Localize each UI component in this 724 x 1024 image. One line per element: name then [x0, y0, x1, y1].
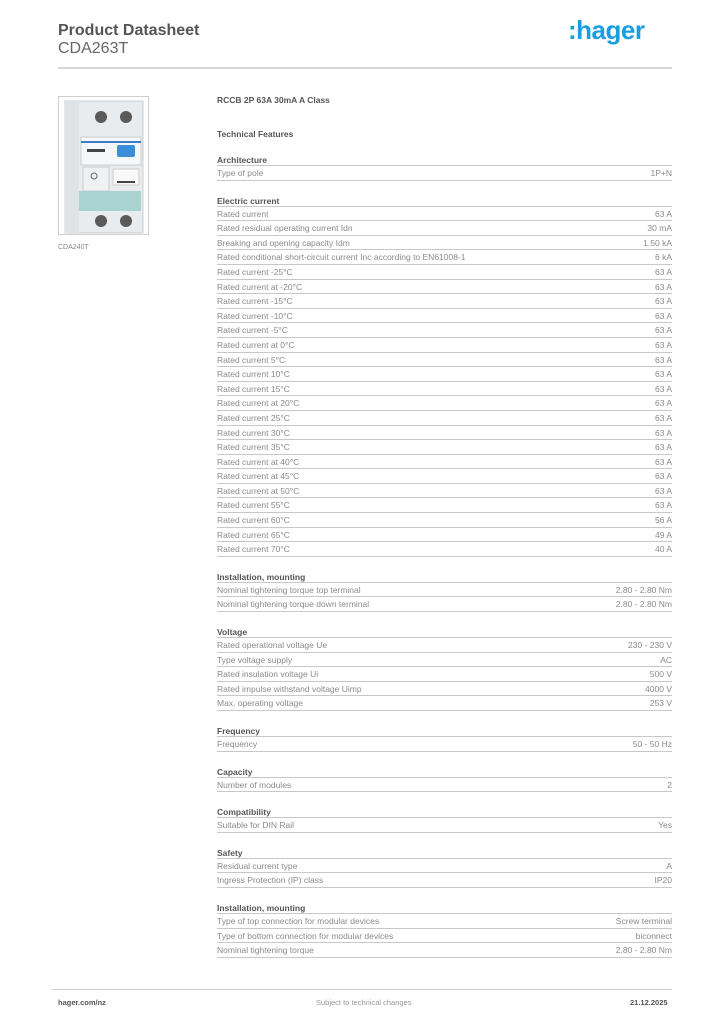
spec-section [217, 766, 672, 793]
spec-row [217, 382, 672, 397]
spec-section [217, 725, 672, 752]
spec-value: 63 A [654, 310, 672, 321]
spec-row [217, 929, 672, 944]
spec-label: Type of pole [217, 168, 264, 178]
spec-row [217, 818, 672, 833]
spec-label: Rated current 5°C [217, 354, 286, 365]
spec-row [217, 309, 672, 324]
spec-label: Frequency [217, 739, 258, 749]
spec-row [217, 873, 672, 888]
spec-label: Nominal tightening torque top terminal [217, 584, 361, 595]
spec-value: 63 A [654, 354, 672, 365]
spec-value: 63 A [654, 412, 672, 423]
spec-row [217, 914, 672, 929]
spec-label: Rated current [217, 208, 269, 219]
spec-section [217, 195, 672, 557]
spec-value: 49 A [654, 529, 672, 540]
spec-row [217, 469, 672, 484]
spec-row [217, 943, 672, 958]
spec-row [217, 696, 672, 711]
spec-label: Rated conditional short-circuit current Inc according to EN61008-1 [217, 252, 466, 263]
spec-label: Rated current at 0°C [217, 339, 295, 350]
spec-label: Rated current 10°C [217, 369, 290, 380]
spec-value: 63 A [654, 485, 672, 496]
spec-label: Rated current -25°C [217, 266, 293, 277]
spec-value: A [666, 860, 672, 871]
spec-value: 63 A [654, 281, 672, 292]
rccb-device-icon [59, 97, 149, 235]
spec-label: Rated insulation voltage Ui [217, 669, 319, 680]
spec-label: Max. operating voltage [217, 698, 303, 709]
spec-value: 63 A [654, 266, 672, 277]
spec-label: Rated current 55°C [217, 500, 290, 511]
spec-value: 2.80 - 2.80 Nm [615, 945, 672, 956]
spec-label: Rated current -10°C [217, 310, 293, 321]
spec-value: AC [660, 654, 672, 665]
section-title: Installation, mounting [217, 902, 672, 914]
spec-value: 63 A [654, 339, 672, 350]
section-title: Capacity [217, 766, 672, 778]
spec-value: 63 A [654, 208, 672, 219]
spec-label: Type of bottom connection for modular devices [217, 930, 394, 941]
spec-label: Number of modules [217, 779, 292, 790]
spec-value: 63 A [654, 325, 672, 336]
spec-row [217, 250, 672, 265]
spec-value: 30 mA [647, 223, 672, 234]
spec-sections [217, 154, 672, 958]
spec-value: 1P+N [650, 168, 672, 178]
spec-row [217, 542, 672, 557]
spec-row [217, 426, 672, 441]
spec-label: Rated impulse withstand voltage Uimp [217, 683, 362, 694]
footer-date: 21.12.2025 [630, 998, 668, 1007]
spec-value: 253 V [649, 698, 672, 709]
hager-logo: :hager [568, 15, 645, 45]
spec-row [217, 294, 672, 309]
section-title: Architecture [217, 154, 672, 166]
header-divider [58, 67, 672, 69]
spec-value: 2 [667, 779, 672, 790]
spec-value: IP20 [654, 875, 672, 886]
spec-row [217, 353, 672, 368]
document-header [58, 22, 199, 58]
spec-row [217, 338, 672, 353]
spec-section [217, 571, 672, 612]
spec-label: Rated current at 45°C [217, 471, 300, 482]
spec-label: Rated current 35°C [217, 442, 290, 453]
spec-row [217, 207, 672, 222]
spec-label: Rated current -5°C [217, 325, 288, 336]
footer-website[interactable]: hager.com/nz [58, 998, 106, 1007]
spec-value: 2.80 - 2.80 Nm [615, 584, 672, 595]
section-title: Compatibility [217, 806, 672, 818]
spec-value: 63 A [654, 296, 672, 307]
spec-value: 63 A [654, 456, 672, 467]
spec-label: Residual current type [217, 860, 298, 871]
spec-row [217, 323, 672, 338]
spec-value: 50 - 50 Hz [632, 739, 672, 749]
spec-row [217, 682, 672, 697]
spec-label: Type of top connection for modular devices [217, 915, 380, 926]
page-title: Product Datasheet [58, 22, 200, 39]
spec-label: Rated current 60°C [217, 515, 290, 526]
product-name: RCCB 2P 63A 30mA A Class [217, 95, 330, 105]
spec-section [217, 154, 672, 181]
spec-row [217, 280, 672, 295]
section-title: Frequency [217, 725, 672, 737]
spec-row [217, 778, 672, 793]
spec-row [217, 638, 672, 653]
spec-value: biconnect [635, 930, 672, 941]
spec-row [217, 528, 672, 543]
spec-label: Rated current 15°C [217, 383, 290, 394]
spec-value: 1.50 kA [643, 237, 672, 248]
spec-section [217, 902, 672, 958]
spec-value: 40 A [654, 544, 672, 555]
section-title: Electric current [217, 195, 672, 207]
spec-value: 63 A [654, 471, 672, 482]
spec-label: Rated current 25°C [217, 412, 290, 423]
spec-row [217, 221, 672, 236]
spec-row [217, 367, 672, 382]
spec-row [217, 455, 672, 470]
spec-label: Nominal tightening torque down terminal [217, 599, 370, 610]
spec-row [217, 498, 672, 513]
spec-label: Ingress Protection (IP) class [217, 875, 324, 886]
spec-value: 63 A [654, 383, 672, 394]
spec-label: Rated current 70°C [217, 544, 290, 555]
footer-disclaimer: Subject to technical changes [316, 998, 412, 1007]
spec-label: Breaking and opening capacity Idm [217, 237, 350, 248]
section-title: Safety [217, 847, 672, 859]
spec-label: Rated current at 20°C [217, 398, 300, 409]
spec-value: 500 V [649, 669, 672, 680]
spec-label: Rated current at -20°C [217, 281, 303, 292]
spec-label: Rated current 65°C [217, 529, 290, 540]
spec-value: 63 A [654, 398, 672, 409]
spec-row [217, 265, 672, 280]
spec-label: Rated operational voltage Ue [217, 640, 328, 651]
spec-value: 230 - 230 V [628, 640, 672, 651]
spec-label: Nominal tightening torque [217, 945, 314, 956]
spec-row [217, 440, 672, 455]
spec-label: Rated current -15°C [217, 296, 293, 307]
spec-value: 63 A [654, 500, 672, 511]
spec-row [217, 737, 672, 752]
spec-row [217, 667, 672, 682]
section-title: Installation, mounting [217, 571, 672, 583]
spec-value: 63 A [654, 369, 672, 380]
spec-value: 63 A [654, 442, 672, 453]
spec-section [217, 847, 672, 888]
spec-label: Suitable for DIN Rail [217, 820, 295, 831]
image-caption: CDA240T [58, 244, 89, 251]
spec-label: Rated residual operating current Idn [217, 223, 353, 234]
spec-section [217, 626, 672, 711]
spec-row [217, 859, 672, 874]
spec-row [217, 484, 672, 499]
specifications [217, 95, 672, 958]
spec-row [217, 236, 672, 251]
spec-value: Yes [658, 820, 672, 831]
spec-row [217, 583, 672, 598]
product-code: CDA263T [58, 40, 129, 57]
spec-value: 6 kA [654, 252, 672, 263]
spec-value: 63 A [654, 427, 672, 438]
spec-row [217, 411, 672, 426]
spec-row [217, 653, 672, 668]
footer-divider [52, 989, 672, 990]
spec-row [217, 396, 672, 411]
spec-label: Rated current at 40°C [217, 456, 300, 467]
spec-section [217, 806, 672, 833]
spec-label: Type voltage supply [217, 654, 293, 665]
spec-value: 56 A [654, 515, 672, 526]
spec-value: 2.80 - 2.80 Nm [615, 599, 672, 610]
product-image [58, 96, 149, 235]
spec-row [217, 513, 672, 528]
spec-label: Rated current at 50°C [217, 485, 300, 496]
technical-features-heading: Technical Features [217, 129, 294, 139]
spec-row [217, 597, 672, 612]
spec-row [217, 166, 672, 181]
spec-value: 4000 V [645, 683, 672, 694]
section-title: Voltage [217, 626, 672, 638]
spec-label: Rated current 30°C [217, 427, 290, 438]
spec-value: Screw terminal [615, 915, 672, 926]
